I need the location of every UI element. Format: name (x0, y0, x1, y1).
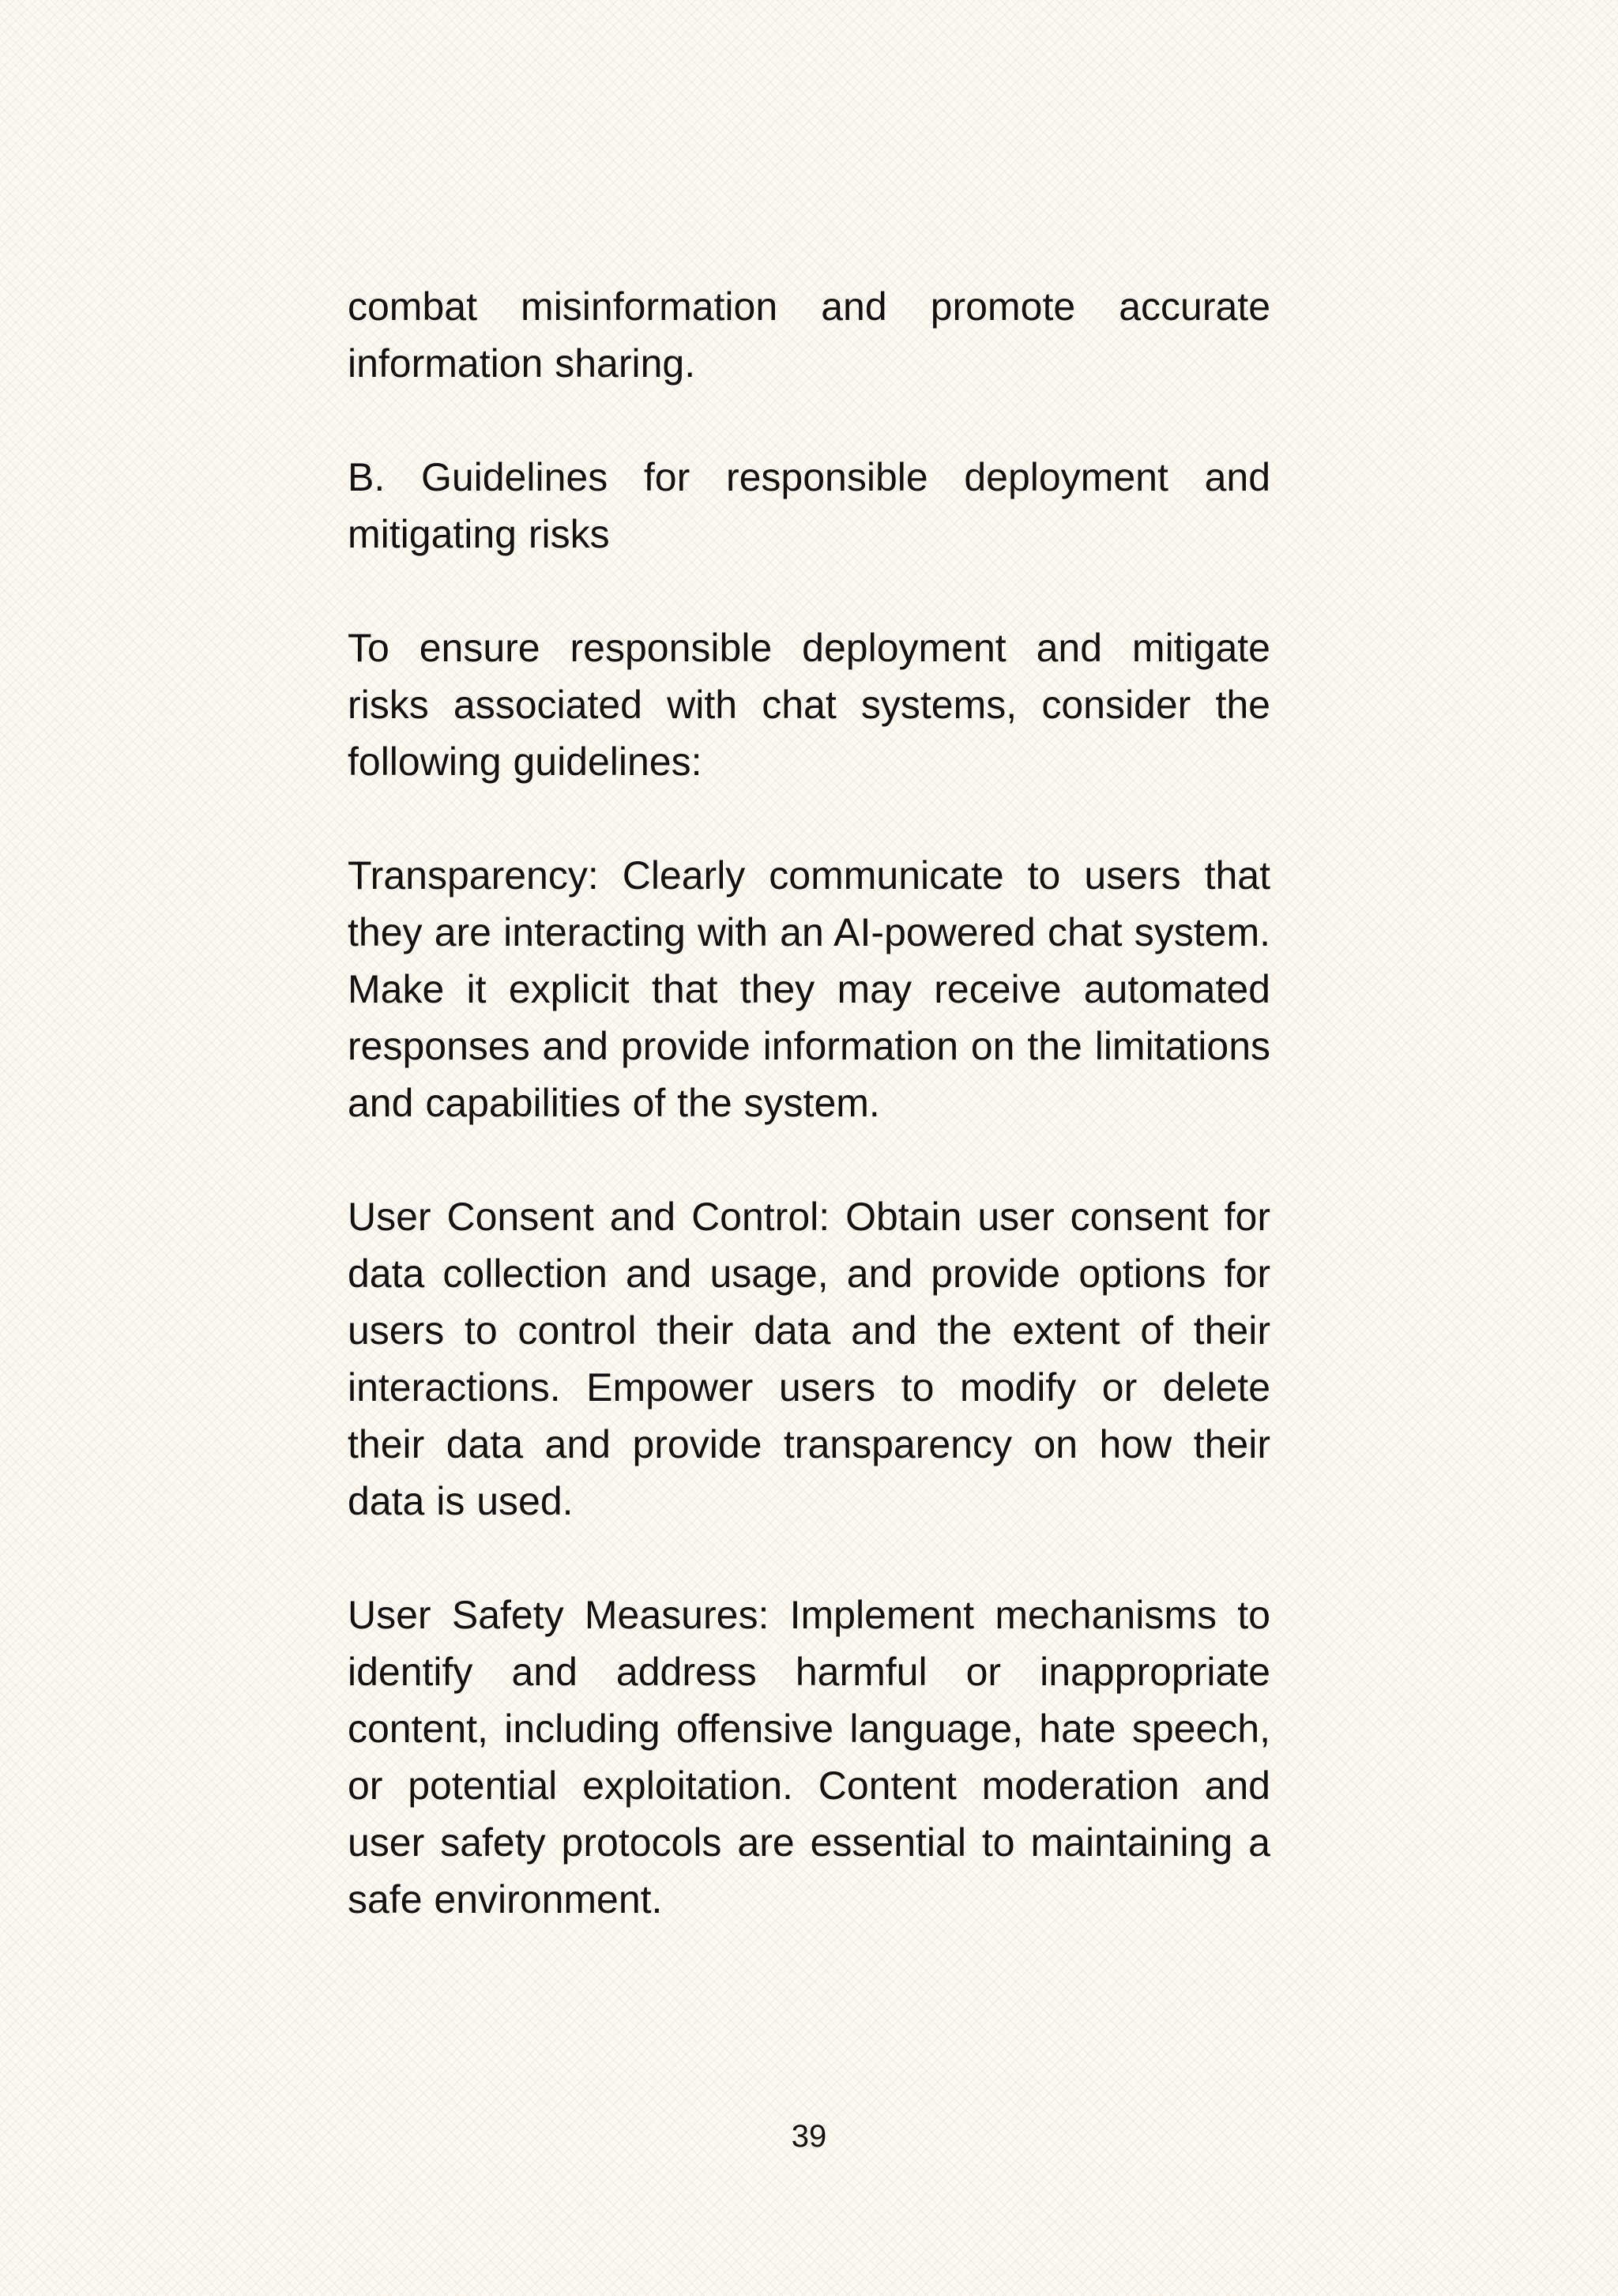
paragraph-intro: To ensure responsible deployment and mitigate risks associated with chat systems, consider the following guidelines: (348, 626, 1270, 784)
section-heading-b: B. Guidelines for responsible deployment and mitigating risks (348, 455, 1270, 556)
page-body (348, 278, 1270, 1985)
paragraph-continuation: combat misinformation and promote accurate information sharing. (348, 284, 1270, 386)
paragraph-user-safety: User Safety Measures: Implement mechanisms to identify and address harmful or inappropriate content, including offensive language, hate speech, or potential exploitation. Content moderation and user safety protocols are essential to maintaining a safe environment. (348, 1593, 1270, 1921)
page-number: 39 (791, 2119, 827, 2154)
paragraph-user-consent: User Consent and Control: Obtain user consent for data collection and usage, and provide options for users to control their data and the extent of their interactions. Empower users to modify or delete their data and provide transparency on how their data is used. (348, 1195, 1270, 1523)
paragraph-transparency: Transparency: Clearly communicate to users that they are interacting with an AI-powered chat system. Make it explicit that they may receive automated responses and provide information on the limitations and capabilities of the system. (348, 853, 1270, 1125)
